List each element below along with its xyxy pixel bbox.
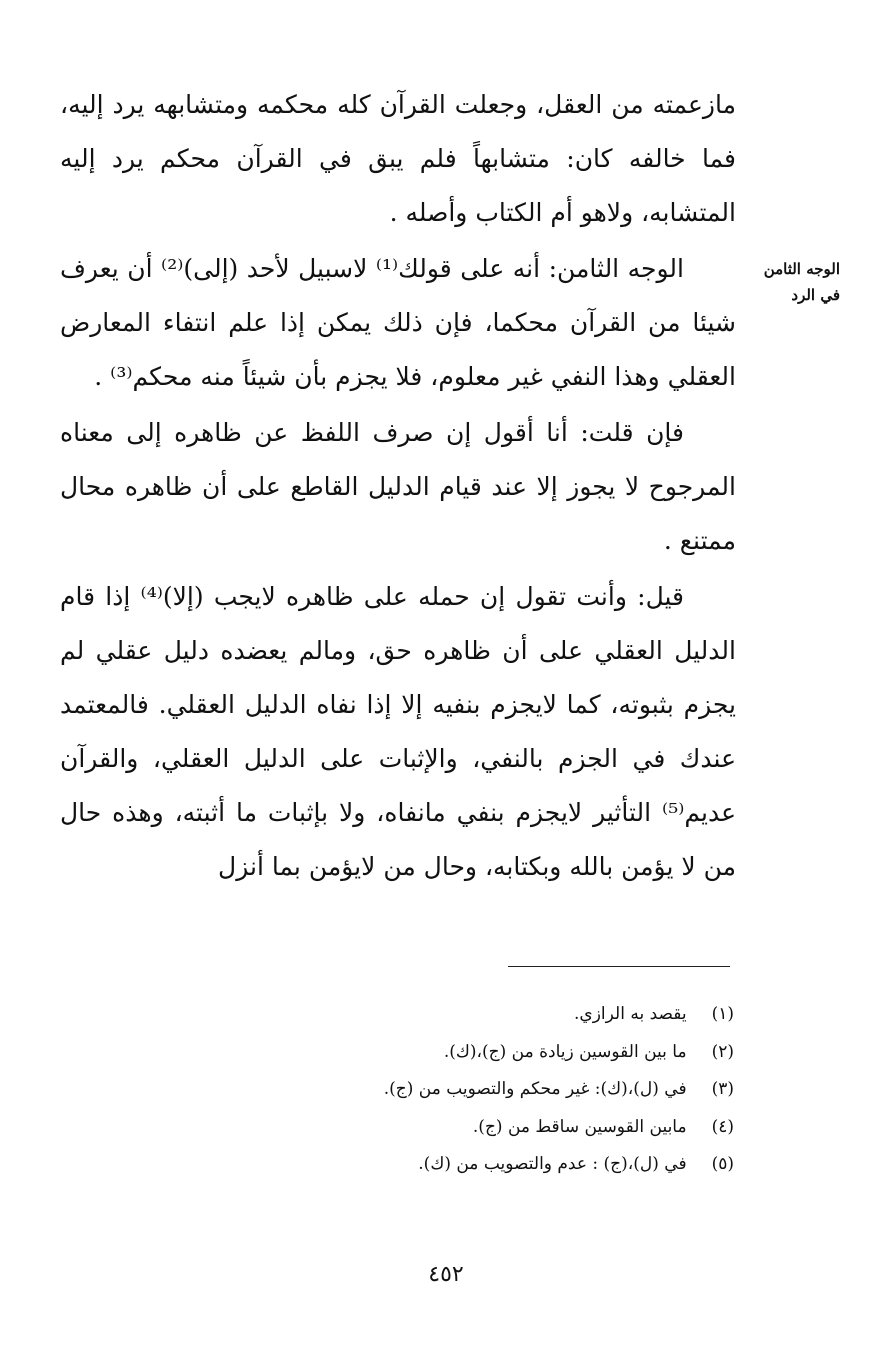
paragraph-2: الوجه الثامن: أنه على قولك⁽¹⁾ لاسبيل لأحد (إلى)⁽²⁾ أن يعرف شيئا من القرآن محكما، فإن ذلك يمكن إذا علم انتفاء المعارض العقلي وهذا النفي غير معلوم، فلا يجزم بأن شيئاً منه محكم⁽³⁾ . [60,254,736,391]
footnote-number: (٢) [711,1041,734,1062]
paragraph-1: مازعمته من العقل، وجعلت القرآن كله محكمه ومتشابهه يرد إليه، فما خالفه كان: متشابهاً فلم يبق في القرآن محكم يرد إليه المتشابه، ولاهو أم الكتاب وأصله . [60,90,736,227]
footnote-4 [174,1109,734,1147]
page-number: ٤٥٢ [428,1262,464,1287]
footnote-number: (١) [711,1004,734,1024]
footnotes [174,996,734,1184]
footnote-number: (٥) [711,1154,734,1174]
footnote-5 [174,1146,734,1184]
footnote-2 [174,1034,734,1072]
footnote-text: في (ل)،(ج) : عدم والتصويب من (ك). [418,1154,687,1174]
footnote-1 [174,996,734,1034]
footnote-text: ما بين القوسين زيادة من (ج)،(ك). [443,1041,687,1062]
main-text [60,78,736,894]
footnote-number: (٣) [711,1079,734,1099]
footnote-number: (٤) [711,1116,734,1137]
footnote-text: يقصد به الرازي. [574,1004,687,1024]
footnote-3 [174,1071,734,1109]
paragraph-3: فإن قلت: أنا أقول إن صرف اللفظ عن ظاهره إلى معناه المرجوح لا يجوز إلا عند قيام الدليل القاطع على أن ظاهره محال ممتنع . [60,418,736,555]
paragraph-4: قيل: وأنت تقول إن حمله على ظاهره لايجب (إلا)⁽⁴⁾ إذا قام الدليل العقلي على أن ظاهره حق، ومالم يعضده دليل عقلي لم يجزم بثبوته، كما لايجزم بنفيه إلا إذا نفاه الدليل العقلي. فالمعتمد عندك في الجزم بالنفي، والإثبات على الدليل العقلي، والقرآن عديم⁽⁵⁾ التأثير لايجزم بنفي مانفاه، ولا بإثبات ما أثبته، وهذه حال من لا يؤمن بالله وبكتابه، وحال من لايؤمن بما أنزل [60,582,736,881]
footnote-separator [508,966,730,967]
footnote-text: مابين القوسين ساقط من (ج). [472,1116,687,1137]
margin-note: الوجه الثامن في الرد [763,260,840,304]
footnote-text: في (ل)،(ك): غير محكم والتصويب من (ج). [383,1079,687,1099]
